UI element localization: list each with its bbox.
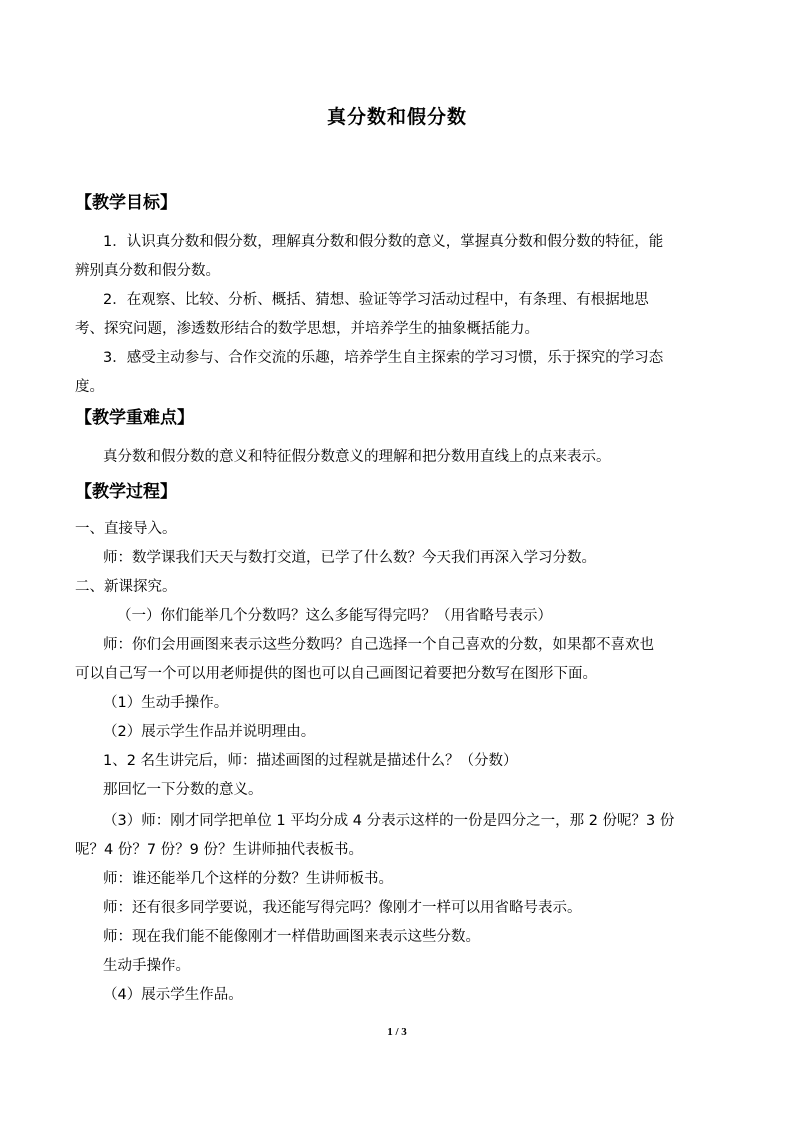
paragraph-line: 2．在观察、比较、分析、概括、猜想、验证等学习活动过程中，有条理、有根据地思 — [103, 292, 649, 308]
paragraph-line: 二、新课探究。 — [75, 579, 177, 595]
paragraph-line: 可以自己写一个可以用老师提供的图也可以自己画图记着要把分数写在图形下面。 — [75, 666, 597, 682]
paragraph-line: 师：谁还能举几个这样的分数？生讲师板书。 — [103, 871, 393, 887]
paragraph-line: 师：现在我们能不能像刚才一样借助画图来表示这些分数。 — [103, 929, 480, 945]
paragraph-line: 师：还有很多同学要说，我还能写得完吗？像刚才一样可以用省略号表示。 — [103, 900, 582, 916]
section-heading-process: 【教学过程】 — [75, 482, 177, 502]
paragraph-line: （3）师：刚才同学把单位 1 平均分成 4 分表示这样的一份是四分之一，那 2 份呢？3 份 — [103, 813, 675, 829]
paragraph-line: 真分数和假分数的意义和特征假分数意义的理解和把分数用直线上的点来表示。 — [103, 449, 611, 465]
paragraph-line: 生动手操作。 — [103, 958, 190, 974]
paragraph-line: 辨别真分数和假分数。 — [75, 263, 220, 279]
document-title: 真分数和假分数 — [326, 106, 467, 128]
paragraph-line: 度。 — [75, 379, 104, 395]
paragraph-line: （一）你们能举几个分数吗？这么多能写得完吗？（用省略号表示） — [117, 608, 552, 624]
paragraph-line: 那回忆一下分数的意义。 — [103, 782, 263, 798]
paragraph-line: 1．认识真分数和假分数，理解真分数和假分数的意义，掌握真分数和假分数的特征，能 — [103, 234, 664, 250]
paragraph-line: 师：数学课我们天天与数打交道，已学了什么数？今天我们再深入学习分数。 — [103, 550, 596, 566]
paragraph-line: （2）展示学生作品并说明理由。 — [103, 724, 316, 740]
paragraph-line: 考、探究问题，渗透数形结合的数学思想，并培养学生的抽象概括能力。 — [75, 321, 539, 337]
section-heading-key-points: 【教学重难点】 — [75, 408, 194, 428]
page-number: 1 / 3 — [387, 1026, 407, 1038]
paragraph-line: 3．感受主动参与、合作交流的乐趣，培养学生自主探索的学习习惯，乐于探究的学习态 — [103, 350, 664, 366]
paragraph-line: （4）展示学生作品。 — [103, 987, 243, 1003]
section-heading-objectives: 【教学目标】 — [75, 193, 177, 213]
paragraph-line: 一、直接导入。 — [75, 521, 177, 537]
paragraph-line: 师：你们会用画图来表示这些分数吗？自己选择一个自己喜欢的分数，如果都不喜欢也 — [103, 637, 654, 653]
paragraph-line: 呢？4 份？7 份？9 份？生讲师抽代表板书。 — [75, 842, 364, 858]
paragraph-line: （1）生动手操作。 — [103, 695, 229, 711]
paragraph-line: 1、2 名生讲完后，师：描述画图的过程就是描述什么？（分数） — [103, 753, 518, 769]
